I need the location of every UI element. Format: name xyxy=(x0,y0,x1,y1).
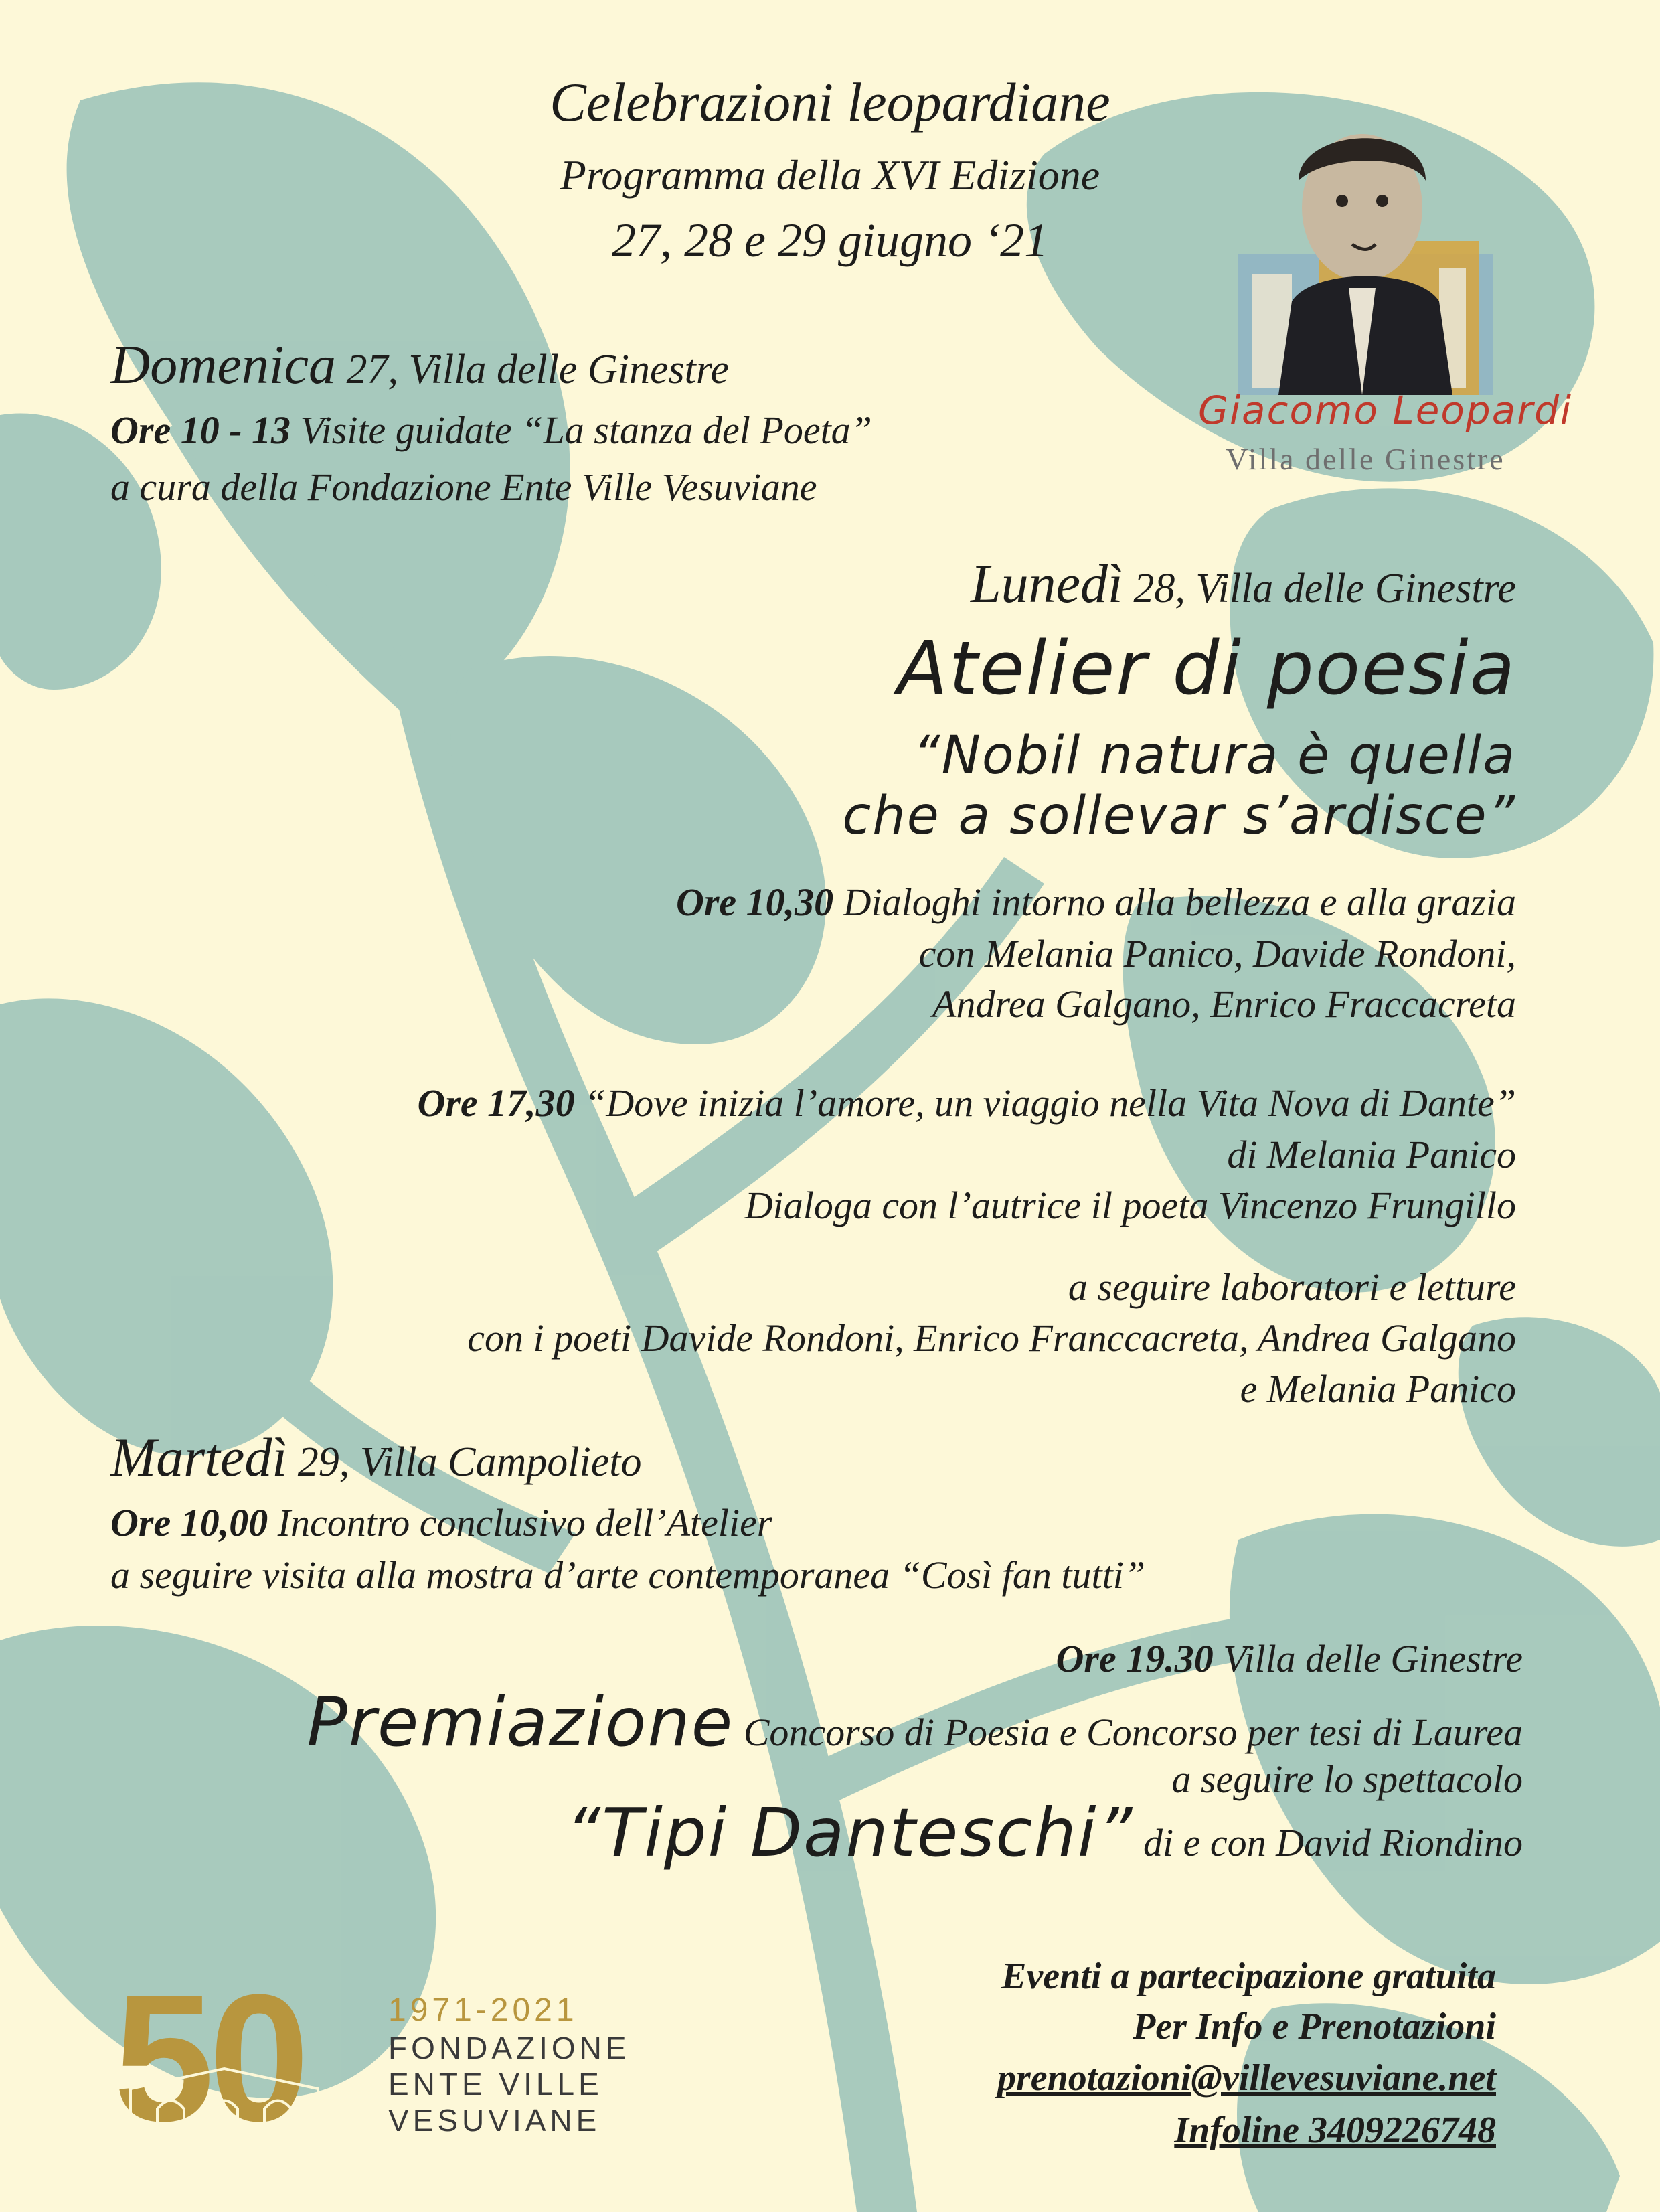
lunedi-heading xyxy=(971,552,1516,615)
martedi-day: Martedì xyxy=(110,1427,288,1488)
leopardi-signature: Giacomo Leopardi xyxy=(1198,388,1573,433)
atelier-quote-line-1: “Nobil natura è quella xyxy=(913,726,1516,786)
lunedi-follow-1: a seguire laboratori e letture xyxy=(1068,1265,1516,1309)
premiazione-line xyxy=(307,1684,1523,1761)
logo-years: 1971-2021 xyxy=(388,1992,578,2028)
martedi-visit: a seguire visita alla mostra d’arte contemporanea “Così fan tutti” xyxy=(110,1553,1146,1597)
lunedi-place: 28, Villa delle Ginestre xyxy=(1123,566,1516,611)
domenica-place: 27, Villa delle Ginestre xyxy=(336,347,730,392)
free-events-note: Eventi a partecipazione gratuita xyxy=(1001,1956,1496,1997)
martedi-time: Ore 10,00 xyxy=(110,1501,268,1545)
emblem-caption: Villa delle Ginestre xyxy=(1226,442,1505,476)
atelier-quote-line-2: che a sollevar s’ardisce” xyxy=(842,786,1516,846)
domenica-heading xyxy=(110,333,729,396)
lunedi-evening-time: Ore 17,30 xyxy=(417,1081,575,1125)
poster-title: Celebrazioni leopardiane xyxy=(550,72,1110,133)
villa-facade-icon xyxy=(117,2062,331,2142)
info-booking-label: Per Info e Prenotazioni xyxy=(1133,2006,1496,2047)
show-title: “Tipi Danteschi” xyxy=(566,1794,1134,1872)
martedi-heading xyxy=(110,1426,641,1489)
martedi-evening xyxy=(1056,1637,1523,1682)
domenica-note: a cura della Fondazione Ente Ville Vesuviane xyxy=(110,465,817,509)
lunedi-day: Lunedì xyxy=(971,553,1123,614)
domenica-program xyxy=(110,408,872,453)
infoline-phone-link[interactable]: Infoline 3409226748 xyxy=(1174,2110,1496,2151)
logo-number: 50 xyxy=(114,1958,305,2159)
poster-subtitle: Programma della XVI Edizione xyxy=(560,151,1100,199)
lunedi-evening-author: di Melania Panico xyxy=(1227,1133,1516,1176)
show-intro: a seguire lo spettacolo xyxy=(1171,1757,1523,1801)
atelier-title: Atelier di poesia xyxy=(897,625,1516,711)
martedi-evening-place: Villa delle Ginestre xyxy=(1213,1637,1523,1680)
fondazione-logo xyxy=(114,1958,649,2159)
show-by: di e con David Riondino xyxy=(1133,1821,1523,1865)
leopardi-emblem xyxy=(1198,100,1573,495)
domenica-event: Visite guidate “La stanza del Poeta” xyxy=(290,408,872,452)
premiazione-title: Premiazione xyxy=(307,1683,734,1761)
lunedi-evening-program xyxy=(417,1081,1516,1126)
lunedi-morning-guests-2: Andrea Galgano, Enrico Fraccacreta xyxy=(932,982,1516,1026)
domenica-day: Domenica xyxy=(110,334,337,395)
martedi-place: 29, Villa Campolieto xyxy=(287,1439,642,1485)
poster-dates: 27, 28 e 29 giugno ‘21 xyxy=(612,214,1048,267)
logo-name-line-2: ENTE VILLE xyxy=(388,2067,603,2102)
premiazione-contest: Concorso di Poesia e Concorso per tesi di Laurea xyxy=(734,1711,1523,1754)
lunedi-follow-2: con i poeti Davide Rondoni, Enrico Franccacreta, Andrea Galgano xyxy=(467,1316,1516,1360)
booking-email-link[interactable]: prenotazioni@villevesuviane.net xyxy=(997,2057,1496,2099)
lunedi-morning-time: Ore 10,30 xyxy=(675,880,834,924)
lunedi-evening-event: “Dove inizia l’amore, un viaggio nella Vita Nova di Dante” xyxy=(574,1081,1516,1125)
lunedi-morning-program xyxy=(676,880,1516,925)
martedi-program xyxy=(110,1501,772,1546)
lunedi-follow-3: e Melania Panico xyxy=(1240,1367,1516,1411)
lunedi-morning-guests-1: con Melania Panico, Davide Rondoni, xyxy=(918,932,1516,975)
martedi-event: Incontro conclusivo dell’Atelier xyxy=(268,1501,772,1545)
lunedi-morning-event: Dialoghi intorno alla bellezza e alla grazia xyxy=(833,880,1516,924)
domenica-time: Ore 10 - 13 xyxy=(110,408,291,452)
lunedi-evening-dialogue: Dialoga con l’autrice il poeta Vincenzo Frungillo xyxy=(744,1184,1516,1227)
show-line xyxy=(566,1794,1523,1871)
logo-name-line-1: FONDAZIONE xyxy=(388,2031,631,2065)
martedi-evening-time: Ore 19.30 xyxy=(1056,1637,1214,1680)
logo-name-line-3: VESUVIANE xyxy=(388,2103,601,2138)
